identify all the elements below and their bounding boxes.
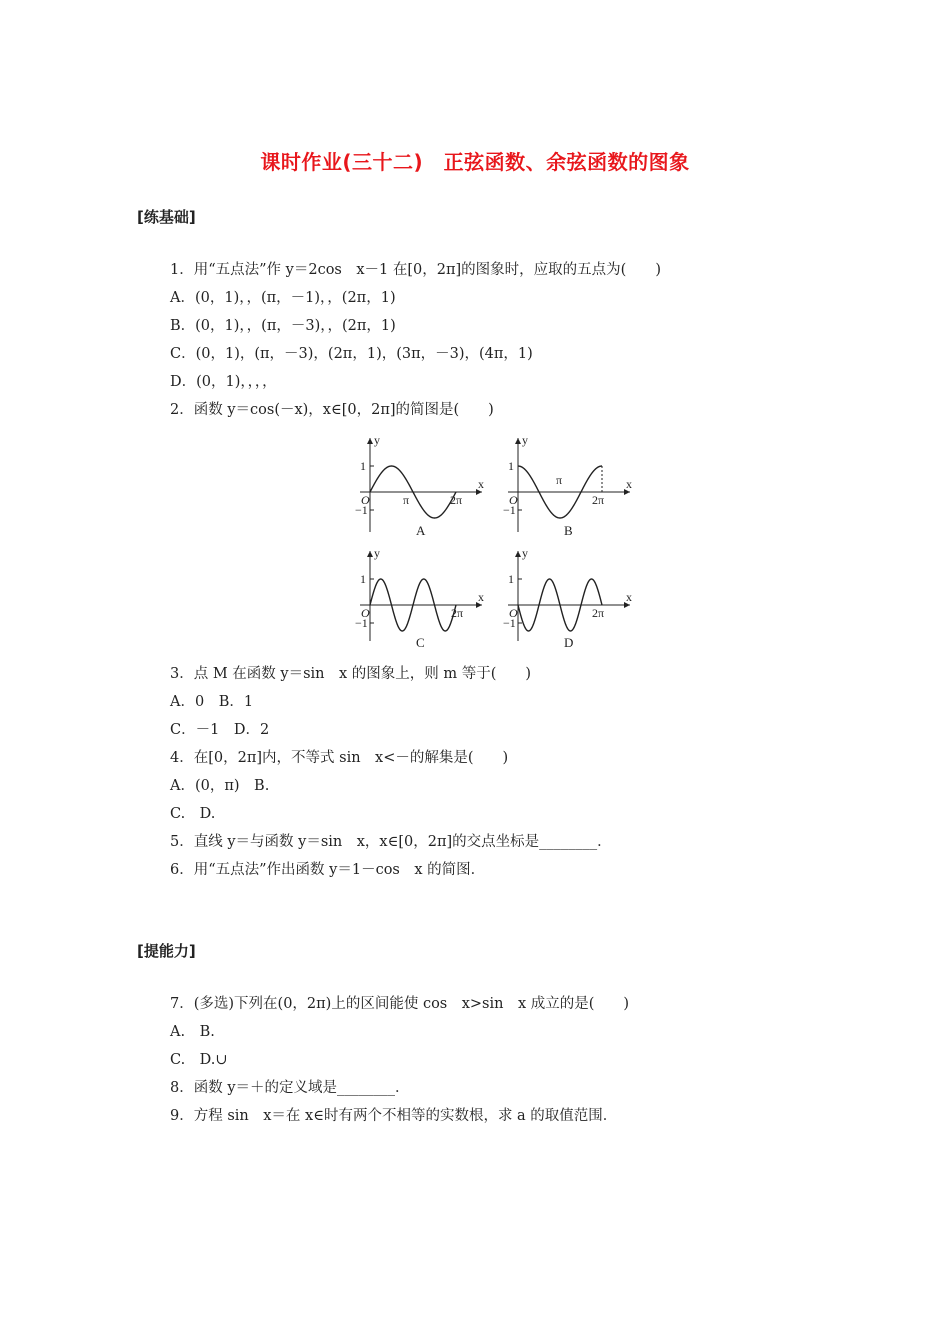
graph-b-tick-1: 1 xyxy=(508,459,514,473)
graph-c-origin: O xyxy=(361,606,370,620)
graph-b-tick-pi: π xyxy=(556,473,563,487)
question-7-options-cd: C. D.∪ xyxy=(170,1052,228,1068)
graph-b-tick-neg1: −1 xyxy=(503,503,516,517)
graph-b-origin: O xyxy=(509,493,518,507)
question-2: 2．函数 y＝cos(－x)，x∈[0，2π]的简图是( ) xyxy=(170,402,494,418)
graph-d-x-label: x xyxy=(626,590,632,604)
graph-a-y-label: y xyxy=(374,433,380,447)
graph-d-y-label: y xyxy=(522,546,528,560)
graph-c xyxy=(352,545,492,655)
graph-b xyxy=(500,430,640,540)
question-4: 4．在[0，2π]内，不等式 sin x<－的解集是( ) xyxy=(170,750,509,766)
question-3-options-cd: C．－1 D．2 xyxy=(170,722,270,738)
graph-b-tick-2pi: 2π xyxy=(592,493,605,507)
graph-d-origin: O xyxy=(509,606,518,620)
question-3-options-ab: A．0 B．1 xyxy=(170,694,254,710)
graph-d xyxy=(500,545,640,655)
question-1: 1．用“五点法”作 y＝2cos x－1 在[0，2π]的图象时，应取的五点为( ) xyxy=(170,262,661,278)
graph-d-tick-1: 1 xyxy=(508,572,514,586)
graph-b-label: B xyxy=(564,523,573,538)
graph-a xyxy=(352,430,492,540)
page-title: 课时作业(三十二) 正弦函数、余弦函数的图象 xyxy=(260,150,690,174)
graph-b-y-label: y xyxy=(522,433,528,447)
graph-c-y-label: y xyxy=(374,546,380,560)
graph-b-x-label: x xyxy=(626,477,632,491)
graph-c-x-label: x xyxy=(478,590,484,604)
graph-c-tick-2pi: 2π xyxy=(451,606,464,620)
graph-d-label: D xyxy=(564,635,574,650)
question-7: 7．(多选)下列在(0，2π)上的区间能使 cos x>sin x 成立的是( ) xyxy=(170,996,630,1012)
question-1-option-c: C．(0，1)，(π，－3)，(2π，1)，(3π，－3)，(4π，1) xyxy=(170,346,533,362)
section-advanced-heading: [提能力] xyxy=(137,942,196,960)
graph-c-label: C xyxy=(416,635,425,650)
question-1-option-d: D．(0，1)，，，， xyxy=(170,374,277,390)
graph-d-tick-neg1: −1 xyxy=(503,616,516,630)
question-6: 6．用“五点法”作出函数 y＝1－cos x 的简图． xyxy=(170,862,486,878)
graph-a-tick-pi: π xyxy=(403,493,410,507)
question-4-options-cd: C. D. xyxy=(170,806,216,822)
section-basic-heading: [练基础] xyxy=(137,208,196,226)
graph-a-x-label: x xyxy=(478,477,484,491)
graph-d-tick-2pi: 2π xyxy=(592,606,605,620)
graph-c-tick-1: 1 xyxy=(360,572,366,586)
question-8: 8．函数 y＝＋的定义域是________． xyxy=(170,1080,410,1096)
graph-c-tick-neg1: −1 xyxy=(355,616,368,630)
graph-a-tick-2pi: 2π xyxy=(450,493,463,507)
question-4-options-ab: A．(0，π) B. xyxy=(170,778,270,794)
question-7-options-ab: A. B. xyxy=(170,1024,215,1040)
question-3: 3．点 M 在函数 y＝sin x 的图象上，则 m 等于( ) xyxy=(170,666,532,682)
graph-a-label: A xyxy=(416,523,426,538)
graph-a-tick-neg1: −1 xyxy=(355,503,368,517)
graph-a-tick-1: 1 xyxy=(360,459,366,473)
question-5: 5．直线 y＝与函数 y＝sin x，x∈[0，2π]的交点坐标是________． xyxy=(170,834,612,850)
question-1-option-b: B．(0，1)，，(π，－3)，，(2π，1) xyxy=(170,318,396,334)
question-1-option-a: A．(0，1)，，(π，－1)，，(2π，1) xyxy=(170,290,396,306)
question-9: 9．方程 sin x＝在 x∈时有两个不相等的实数根，求 a 的取值范围． xyxy=(170,1108,618,1124)
graph-a-origin: O xyxy=(361,493,370,507)
